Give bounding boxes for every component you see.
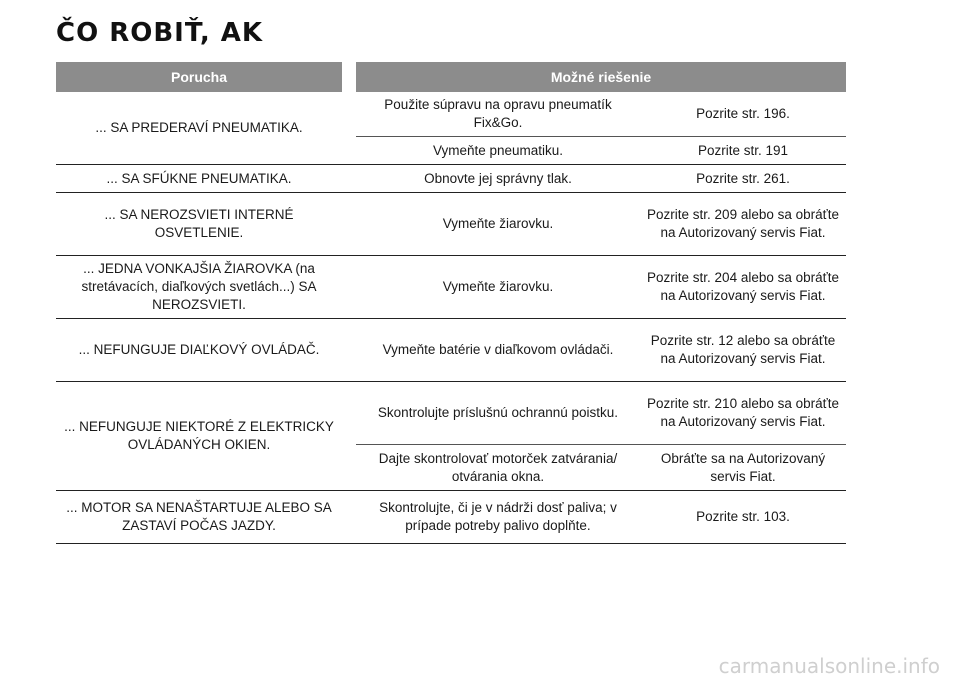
reference-cell: Obráťte sa na Autorizovaný servis Fiat. (660, 450, 826, 484)
header-solution: Možné riešenie (356, 62, 846, 92)
solution-row (356, 445, 846, 490)
action-cell: Dajte skontrolovať motorček zatvárania/ otvárania okna. (378, 450, 618, 484)
header-fault: Porucha (56, 62, 342, 92)
reference-cell: Pozrite str. 196. (696, 106, 790, 121)
action-cell: Skontrolujte príslušnú ochrannú poistku. (377, 405, 619, 420)
solution-row (356, 193, 846, 255)
table-header (56, 62, 846, 92)
solution-row (356, 256, 846, 318)
reference-cell: Pozrite str. 261. (696, 170, 790, 186)
solution-row (356, 92, 846, 137)
fault-cell: ... NEFUNGUJE DIAĽKOVÝ OVLÁDAČ. (78, 342, 320, 357)
table-row (56, 256, 846, 319)
fault-cell: ... JEDNA VONKAJŠIA ŽIAROVKA (na stretávacích, diaľkových svetlách...) SA NEROZSVIETI. (81, 261, 317, 312)
solution-row (356, 319, 846, 381)
solution-row (356, 137, 846, 164)
table-row (56, 92, 846, 165)
table-row (56, 193, 846, 256)
watermark: carmanualsonline.info (718, 654, 940, 678)
fault-cell: ... SA PREDERAVÍ PNEUMATIKA. (95, 120, 303, 135)
table-row (56, 491, 846, 544)
table-row (56, 319, 846, 382)
reference-cell: Pozrite str. 204 alebo sa obráťte na Autorizovaný servis Fiat. (647, 270, 839, 303)
action-cell: Použite súpravu na opravu pneumatík Fix&Go. (384, 97, 612, 130)
action-cell: Vymeňte pneumatiku. (432, 142, 564, 158)
table-row (56, 382, 846, 491)
fault-cell: ... SA NEROZSVIETI INTERNÉ OSVETLENIE. (104, 207, 294, 240)
reference-cell: Pozrite str. 12 alebo sa obráťte na Autorizovaný servis Fiat. (650, 333, 836, 366)
action-cell: Obnovte jej správny tlak. (424, 170, 572, 186)
fault-cell: ... SA SFÚKNE PNEUMATIKA. (106, 170, 292, 186)
action-cell: Vymeňte žiarovku. (442, 279, 554, 294)
reference-cell: Pozrite str. 209 alebo sa obráťte na Autorizovaný servis Fiat. (647, 207, 839, 240)
action-cell: Vymeňte žiarovku. (442, 216, 554, 231)
solution-row (356, 165, 846, 192)
page-title: ČO ROBIŤ, AK (56, 18, 264, 48)
reference-cell: Pozrite str. 191 (697, 142, 789, 158)
solution-row (356, 382, 846, 445)
solution-row (356, 491, 846, 543)
action-cell: Vymeňte batérie v diaľkovom ovládači. (382, 342, 614, 357)
fault-cell: ... MOTOR SA NENAŠTARTUJE ALEBO SA ZASTAVÍ POČAS JAZDY. (66, 500, 332, 533)
fault-cell: ... NEFUNGUJE NIEKTORÉ Z ELEKTRICKY OVLÁDANÝCH OKIEN. (64, 419, 334, 452)
table-row (56, 165, 846, 193)
reference-cell: Pozrite str. 103. (696, 509, 790, 524)
troubleshooting-table (56, 62, 846, 544)
action-cell: Skontrolujte, či je v nádrži dosť paliva; v prípade potreby palivo doplňte. (379, 500, 617, 533)
reference-cell: Pozrite str. 210 alebo sa obráťte na Autorizovaný servis Fiat. (647, 396, 839, 429)
